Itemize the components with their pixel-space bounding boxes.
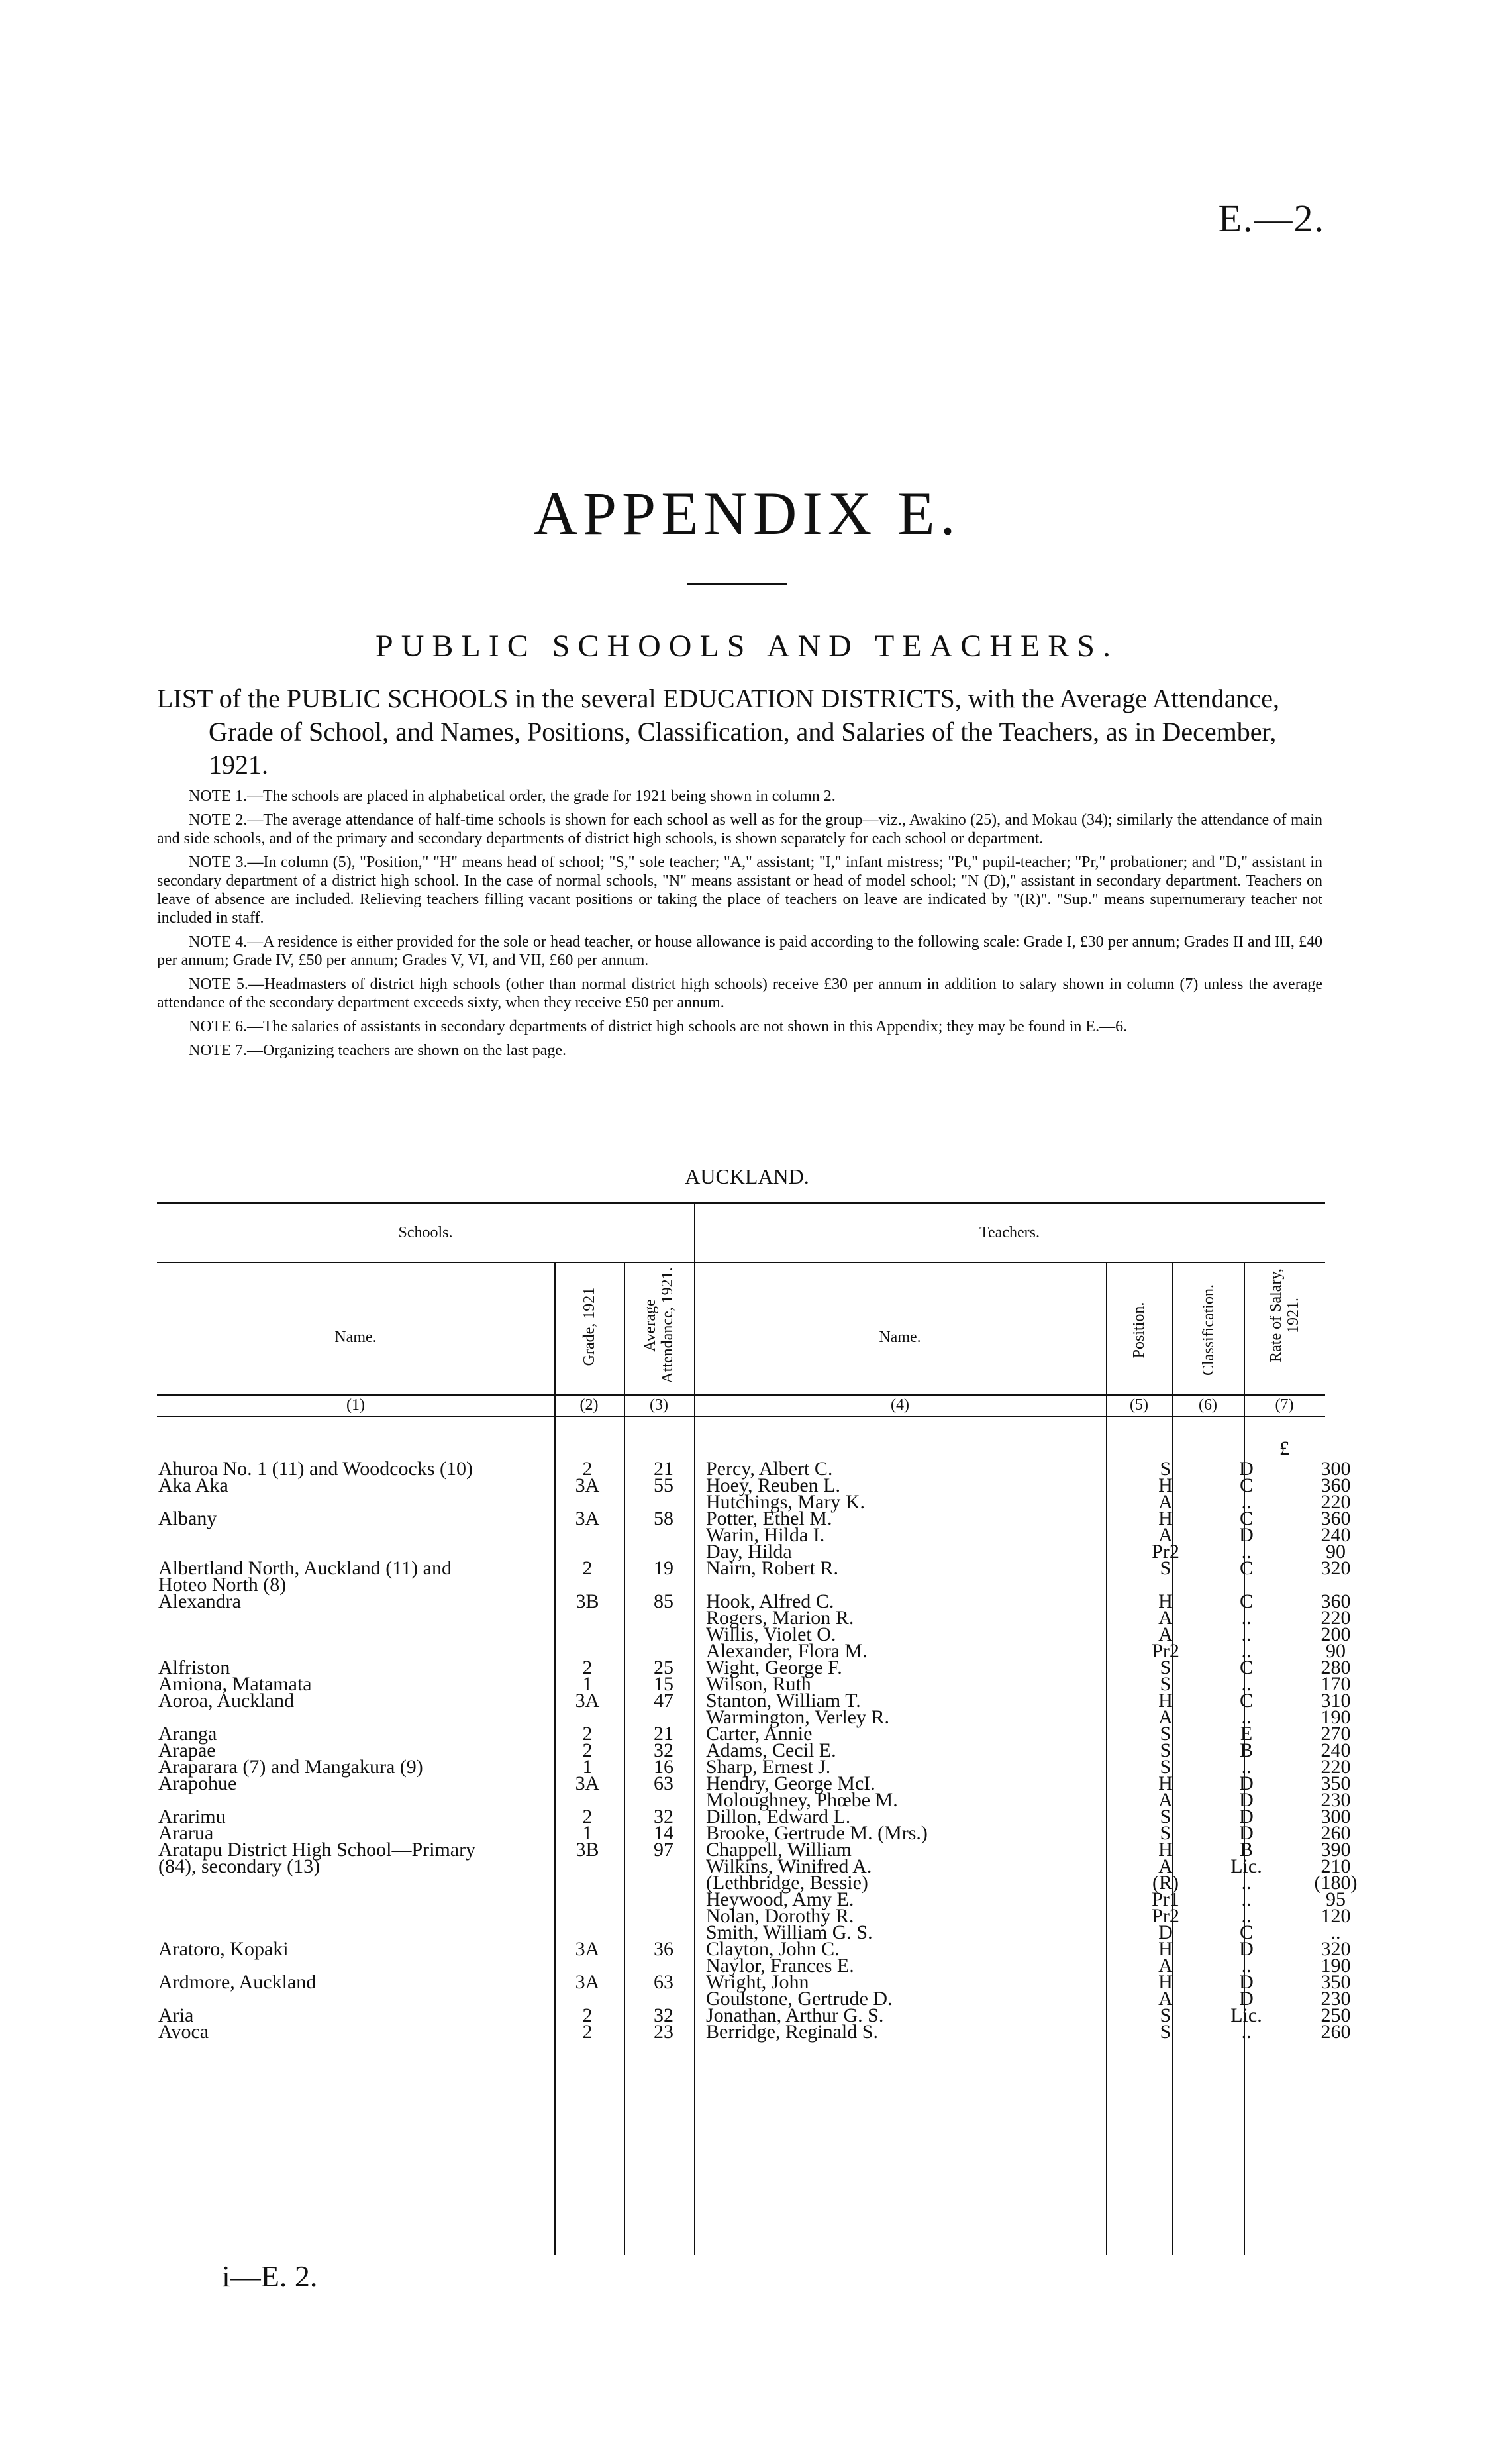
cell-cls: E [1240, 1723, 1253, 1745]
note-2: NOTE 2.—The average attendance of half-time schools is shown for each school as well as for the group—viz., Awakino (25), and Mokau (34); similarly the attendance of main and side schools, and of the primary and secondary departments of district high schools, is shown separately for each school or department. [157, 811, 1322, 847]
cell-cls: C [1239, 1557, 1253, 1579]
cell-pos: A [1158, 1955, 1173, 1976]
title-rule [687, 583, 787, 585]
cell-school: Alfriston [158, 1657, 230, 1678]
cell-school: (84), secondary (13) [158, 1855, 321, 1877]
cell-sal: 230 [1320, 1988, 1351, 2010]
region-title: AUCKLAND. [685, 1164, 809, 1188]
table-header-rule [157, 1394, 1325, 1396]
cell-grade: 2 [582, 2004, 593, 2026]
cell-grade: 1 [582, 1756, 593, 1778]
cell-school: Ardmore, Auckland [158, 1971, 317, 1993]
page-reference: E.—2. [1218, 197, 1325, 240]
cell-teacher: Berridge, Reginald S. [706, 2021, 878, 2043]
cell-sal: 90 [1326, 1640, 1346, 1662]
cell-cls: B [1239, 1839, 1253, 1861]
currency-symbol: £ [1279, 1437, 1289, 1459]
cell-teacher: Wilson, Ruth [706, 1673, 811, 1695]
cell-pos: A [1158, 1524, 1173, 1546]
cell-att: 32 [654, 1806, 673, 1827]
cell-pos: H [1158, 1590, 1173, 1612]
cell-grade: 2 [582, 2021, 593, 2043]
cell-school: Amiona, Matamata [158, 1673, 312, 1695]
header-position: Position. [1130, 1302, 1148, 1359]
cell-cls: D [1239, 1806, 1254, 1827]
cell-teacher: Hutchings, Mary K. [706, 1491, 865, 1513]
cell-cls: .. [1241, 1673, 1252, 1695]
appendix-title: APPENDIX E. [533, 480, 961, 547]
cell-school: Arapohue [158, 1772, 237, 1794]
cell-sal: 390 [1320, 1839, 1351, 1861]
cell-cls: .. [1241, 1888, 1252, 1910]
note-1: NOTE 1.—The schools are placed in alphabetical order, the grade for 1921 being shown in column 2. [189, 788, 836, 805]
cell-teacher: Adams, Cecil E. [706, 1739, 836, 1761]
cell-cls: D [1239, 1772, 1254, 1794]
cell-att: 21 [654, 1458, 673, 1480]
cell-pos: H [1158, 1971, 1173, 1993]
cell-sal: (180) [1314, 1872, 1358, 1894]
cell-grade: 3A [575, 1971, 600, 1993]
table-body [157, 1458, 1358, 2043]
group-header-teachers: Teachers. [979, 1224, 1040, 1241]
colnum-5: (5) [1130, 1396, 1148, 1413]
cell-pos: Pr2 [1152, 1905, 1179, 1927]
cell-teacher: Potter, Ethel M. [706, 1508, 832, 1529]
cell-cls: .. [1241, 2021, 1252, 2043]
cell-cls: .. [1241, 1905, 1252, 1927]
cell-att: 55 [654, 1474, 673, 1496]
cell-sal: 220 [1320, 1491, 1351, 1513]
cell-school: Aria [158, 2004, 194, 2026]
cell-teacher: Hoey, Reuben L. [706, 1474, 840, 1496]
cell-pos: S [1160, 1458, 1171, 1480]
cell-pos: Pr2 [1152, 1541, 1179, 1563]
cell-sal: 95 [1326, 1888, 1346, 1910]
cell-pos: A [1158, 1855, 1173, 1877]
cell-grade: 2 [582, 1723, 593, 1745]
cell-grade: 3A [575, 1690, 600, 1712]
cell-pos: Pr1 [1152, 1888, 1179, 1910]
cell-cls: D [1239, 1789, 1254, 1811]
cell-att: 63 [654, 1772, 673, 1794]
cell-cls: B [1239, 1739, 1253, 1761]
cell-school: Avoca [158, 2021, 209, 2043]
cell-pos: S [1160, 1739, 1171, 1761]
cell-grade: 3A [575, 1772, 600, 1794]
cell-cls: .. [1241, 1872, 1252, 1894]
cell-sal: 170 [1320, 1673, 1351, 1695]
cell-cls: D [1239, 1458, 1254, 1480]
notes [157, 787, 1322, 1065]
cell-cls: D [1239, 1524, 1254, 1546]
cell-teacher: Wilkins, Winifred A. [706, 1855, 872, 1877]
cell-pos: S [1160, 1723, 1171, 1745]
cell-cls: .. [1241, 1491, 1252, 1513]
cell-cls: .. [1241, 1955, 1252, 1976]
cell-cls: C [1239, 1690, 1253, 1712]
cell-grade: 3B [575, 1590, 599, 1612]
cell-sal: 350 [1320, 1971, 1351, 1993]
cell-school: Alexandra [158, 1590, 241, 1612]
cell-teacher: Sharp, Ernest J. [706, 1756, 831, 1778]
cell-grade: 2 [582, 1458, 593, 1480]
cell-teacher: Hook, Alfred C. [706, 1590, 834, 1612]
cell-school: Aratapu District High School—Primary [158, 1839, 476, 1861]
cell-teacher: Nolan, Dorothy R. [706, 1905, 854, 1927]
cell-teacher: Dillon, Edward L. [706, 1806, 851, 1827]
colnum-7: (7) [1275, 1396, 1294, 1413]
cell-pos: S [1160, 1756, 1171, 1778]
table-colnum-rule [157, 1416, 1325, 1417]
cell-sal: 360 [1320, 1590, 1351, 1612]
cell-teacher: Naylor, Frances E. [706, 1955, 854, 1976]
colnum-2: (2) [579, 1396, 599, 1413]
cell-sal: 350 [1320, 1772, 1351, 1794]
cell-sal: 190 [1320, 1706, 1351, 1728]
cell-grade: 2 [582, 1557, 593, 1579]
cell-pos: H [1158, 1839, 1173, 1861]
note-6: NOTE 6.—The salaries of assistants in secondary departments of district high schools are not shown in this Appendix; they may be found in E.—6. [189, 1018, 1128, 1035]
table-row [157, 1557, 1351, 1579]
cell-teacher: Smith, William G. S. [706, 1922, 873, 1943]
cell-sal: 300 [1320, 1458, 1351, 1480]
cell-att: 97 [654, 1839, 673, 1861]
cell-pos: H [1158, 1508, 1173, 1529]
cell-teacher: Rogers, Marion R. [706, 1607, 854, 1629]
cell-pos: H [1158, 1474, 1173, 1496]
cell-pos: Pr2 [1152, 1640, 1179, 1662]
cell-teacher: Hendry, George McI. [706, 1772, 875, 1794]
table-top-rule [157, 1202, 1325, 1204]
cell-teacher: Nairn, Robert R. [706, 1557, 838, 1579]
cell-teacher: Clayton, John C. [706, 1938, 840, 1960]
cell-teacher: Warin, Hilda I. [706, 1524, 825, 1546]
colnum-1: (1) [346, 1396, 365, 1413]
cell-sal: 240 [1320, 1524, 1351, 1546]
cell-pos: H [1158, 1772, 1173, 1794]
colnum-4: (4) [891, 1396, 909, 1413]
cell-cls: C [1239, 1474, 1253, 1496]
cell-sal: 90 [1326, 1541, 1346, 1563]
cell-grade: 1 [582, 1822, 593, 1844]
cell-pos: S [1160, 2021, 1171, 2043]
cell-sal: 310 [1320, 1690, 1351, 1712]
cell-teacher: Heywood, Amy E. [706, 1888, 854, 1910]
header-school-name: Name. [334, 1329, 377, 1346]
header-salary: Rate of Salary, 1921. [1268, 1268, 1302, 1362]
cell-grade: 3A [575, 1938, 600, 1960]
cell-sal: 220 [1320, 1607, 1351, 1629]
cell-att: 85 [654, 1590, 673, 1612]
cell-pos: A [1158, 1491, 1173, 1513]
cell-att: 58 [654, 1508, 673, 1529]
cell-teacher: Alexander, Flora M. [706, 1640, 868, 1662]
cell-sal: 320 [1320, 1938, 1351, 1960]
cell-school: Hoteo North (8) [158, 1574, 287, 1596]
cell-sal: 120 [1320, 1905, 1351, 1927]
cell-sal: .. [1330, 1922, 1341, 1943]
cell-school: Aka Aka [158, 1474, 228, 1496]
cell-cls: .. [1241, 1607, 1252, 1629]
note-3: NOTE 3.—In column (5), "Position," "H" means head of school; "S," sole teacher; "A," assistant; "I," infant mistress; "Pt," pupil-teacher; "Pr," probationer; and "D," assistant in secondary department of a district high school. In the case of normal schools, "N" means assistant or head of model school; "N (D)," assistant in secondary department. Teachers on leave of absence are included. Relieving teachers filling vacant positions or taking the place of teachers on leave are indicated by "(R)". "Sup." means supernumerary teacher not included in staff. [157, 854, 1322, 927]
cell-cls: C [1239, 1922, 1253, 1943]
cell-school: Arapae [158, 1739, 216, 1761]
cell-teacher: Percy, Albert C. [706, 1458, 833, 1480]
header-teacher-name: Name. [879, 1329, 921, 1346]
cell-att: 25 [654, 1657, 673, 1678]
note-4: NOTE 4.—A residence is either provided for the sole or head teacher, or house allowance is paid according to the following scale: Grade I, £30 per annum; Grades II and III, £40 per annum; Grade IV, £50 per annum; Grades V, VI, and VII, £60 per annum. [157, 933, 1322, 969]
cell-teacher: Stanton, William T. [706, 1690, 861, 1712]
cell-teacher: Wright, John [706, 1971, 809, 1993]
colnum-6: (6) [1199, 1396, 1217, 1413]
cell-grade: 2 [582, 1657, 593, 1678]
cell-pos: (R) [1152, 1872, 1179, 1894]
cell-sal: 190 [1320, 1955, 1351, 1976]
cell-cls: .. [1241, 1541, 1252, 1563]
cell-att: 47 [654, 1690, 673, 1712]
cell-att: 23 [654, 2021, 673, 2043]
cell-sal: 360 [1320, 1474, 1351, 1496]
cell-teacher: Goulstone, Gertrude D. [706, 1988, 893, 2010]
cell-teacher: Warmington, Verley R. [706, 1706, 889, 1728]
intro-text: LIST of the PUBLIC SCHOOLS in the several EDUCATION DISTRICTS, with the Average Attendance, Grade of School, and Names, Positions, Classification, and Salaries of the Teachers, as in December, 1921. [157, 684, 1279, 780]
cell-school: Albertland North, Auckland (11) and [158, 1557, 452, 1579]
cell-sal: 260 [1320, 2021, 1351, 2043]
cell-grade: 1 [582, 1673, 593, 1695]
cell-teacher: Carter, Annie [706, 1723, 813, 1745]
cell-grade: 3A [575, 1508, 600, 1529]
cell-sal: 260 [1320, 1822, 1351, 1844]
cell-grade: 2 [582, 1739, 593, 1761]
cell-cls: .. [1241, 1706, 1252, 1728]
cell-pos: A [1158, 1623, 1173, 1645]
cell-pos: S [1160, 1557, 1171, 1579]
header-attendance: Average Attendance, 1921. [642, 1267, 676, 1384]
cell-sal: 230 [1320, 1789, 1351, 1811]
cell-att: 32 [654, 2004, 673, 2026]
cell-sal: 280 [1320, 1657, 1351, 1678]
cell-pos: A [1158, 1706, 1173, 1728]
cell-teacher: Jonathan, Arthur G. S. [706, 2004, 884, 2026]
cell-cls: .. [1241, 1623, 1252, 1645]
header-classification: Classification. [1200, 1284, 1217, 1376]
cell-school: Ahuroa No. 1 (11) and Woodcocks (10) [158, 1458, 473, 1480]
cell-cls: .. [1241, 1756, 1252, 1778]
cell-school: Aoroa, Auckland [158, 1690, 294, 1712]
note-7: NOTE 7.—Organizing teachers are shown on the last page. [189, 1042, 567, 1059]
cell-school: Aranga [158, 1723, 217, 1745]
cell-sal: 240 [1320, 1739, 1351, 1761]
cell-pos: H [1158, 1938, 1173, 1960]
cell-att: 32 [654, 1739, 673, 1761]
cell-pos: S [1160, 2004, 1171, 2026]
cell-cls: Lic. [1230, 1855, 1262, 1877]
note-5: NOTE 5.—Headmasters of district high schools (other than normal district high schools) receive £30 per annum in addition to salary shown in column (7) unless the average attendance of the secondary department exceeds sixty, when they receive £50 per annum. [157, 976, 1322, 1011]
cell-school: Ararimu [158, 1806, 226, 1827]
cell-grade: 3B [575, 1839, 599, 1861]
cell-pos: S [1160, 1673, 1171, 1695]
cell-att: 19 [654, 1557, 673, 1579]
cell-sal: 210 [1320, 1855, 1351, 1877]
cell-cls: C [1239, 1657, 1253, 1678]
cell-school: Albany [158, 1508, 217, 1529]
cell-cls: C [1239, 1590, 1253, 1612]
cell-pos: D [1158, 1922, 1173, 1943]
cell-att: 36 [654, 1938, 673, 1960]
cell-teacher: Brooke, Gertrude M. (Mrs.) [706, 1822, 928, 1844]
header-grade: Grade, 1921 [581, 1287, 598, 1366]
cell-sal: 320 [1320, 1557, 1351, 1579]
page-footer: i—E. 2. [222, 2259, 318, 2293]
cell-cls: D [1239, 1938, 1254, 1960]
cell-sal: 300 [1320, 1806, 1351, 1827]
cell-cls: D [1239, 1988, 1254, 2010]
cell-sal: 270 [1320, 1723, 1351, 1745]
cell-school: Aratoro, Kopaki [158, 1938, 289, 1960]
cell-pos: S [1160, 1657, 1171, 1678]
cell-pos: A [1158, 1789, 1173, 1811]
cell-teacher: (Lethbridge, Bessie) [706, 1872, 868, 1894]
cell-school: Ararua [158, 1822, 214, 1844]
intro-paragraph [157, 682, 1322, 782]
cell-att: 63 [654, 1971, 673, 1993]
cell-att: 15 [654, 1673, 673, 1695]
cell-cls: D [1239, 1822, 1254, 1844]
cell-pos: A [1158, 1988, 1173, 2010]
cell-pos: S [1160, 1822, 1171, 1844]
cell-cls: D [1239, 1971, 1254, 1993]
cell-att: 16 [654, 1756, 673, 1778]
cell-att: 14 [654, 1822, 673, 1844]
section-title: PUBLIC SCHOOLS AND TEACHERS. [375, 629, 1119, 664]
table-row [157, 2021, 1351, 2043]
table-group-rule [157, 1262, 1325, 1263]
colnum-3: (3) [650, 1396, 668, 1413]
cell-pos: S [1160, 1806, 1171, 1827]
group-header-schools: Schools. [398, 1224, 453, 1241]
cell-cls: C [1239, 1508, 1253, 1529]
cell-grade: 3A [575, 1474, 600, 1496]
cell-sal: 220 [1320, 1756, 1351, 1778]
cell-teacher: Moloughney, Phœbe M. [706, 1789, 898, 1811]
cell-teacher: Wight, George F. [706, 1657, 842, 1678]
cell-pos: A [1158, 1607, 1173, 1629]
cell-school: Araparara (7) and Mangakura (9) [158, 1756, 423, 1778]
cell-cls: .. [1241, 1640, 1252, 1662]
cell-teacher: Willis, Violet O. [706, 1623, 836, 1645]
cell-sal: 360 [1320, 1508, 1351, 1529]
cell-grade: 2 [582, 1806, 593, 1827]
cell-cls: Lic. [1230, 2004, 1262, 2026]
cell-teacher: Day, Hilda [706, 1541, 792, 1563]
cell-pos: H [1158, 1690, 1173, 1712]
cell-sal: 200 [1320, 1623, 1351, 1645]
cell-teacher: Chappell, William [706, 1839, 852, 1861]
cell-att: 21 [654, 1723, 673, 1745]
cell-sal: 250 [1320, 2004, 1351, 2026]
